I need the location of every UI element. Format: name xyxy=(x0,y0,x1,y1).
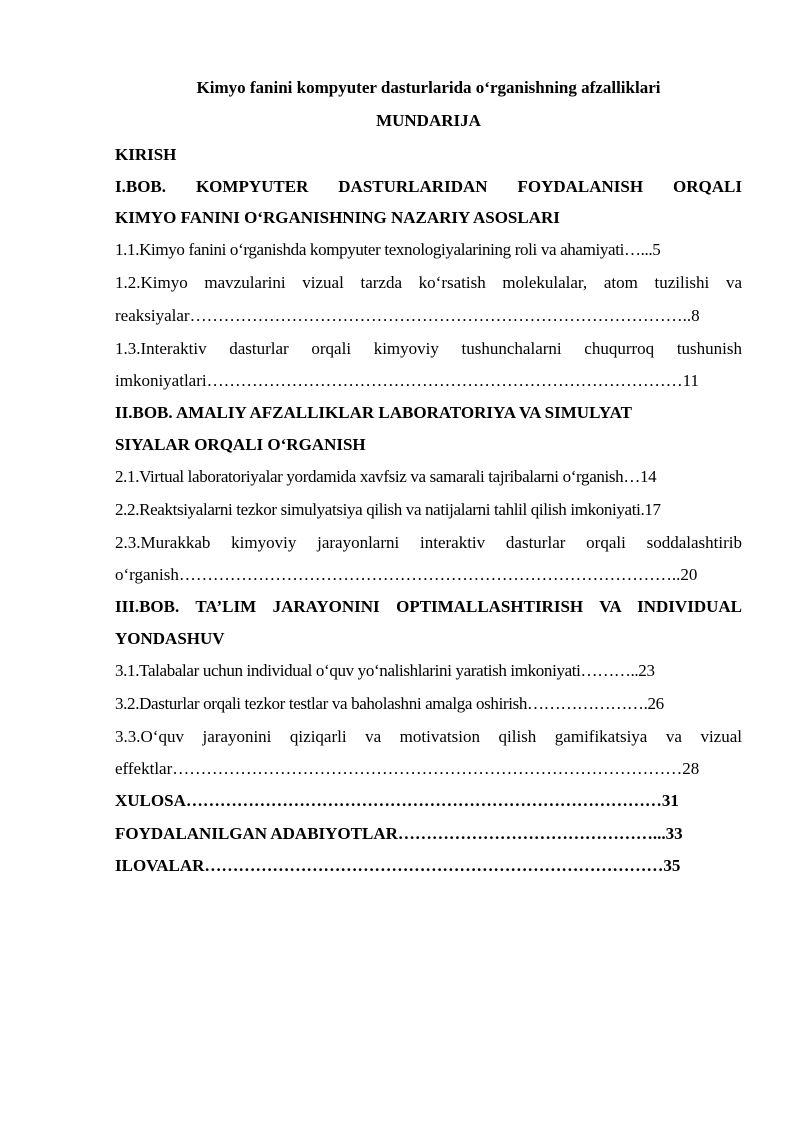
toc-entry-3-1: 3.1.Talabalar uchun individual o‘quv yo‘nalishlarini yaratish imkoniyati………..23 xyxy=(115,661,655,680)
document-title: Kimyo fanini kompyuter dasturlarida o‘rganishning afzalliklari xyxy=(196,78,661,97)
toc-chapter-2-line-2: SIYALAR ORQALI O‘RGANISH xyxy=(115,435,366,454)
toc-entry-intro: KIRISH xyxy=(115,145,177,164)
toc-chapter-3-line-2: YONDASHUV xyxy=(115,629,225,648)
toc-entry-2-3-line-1: 2.3.Murakkab kimyoviy jarayonlarni interaktiv dasturlar orqali soddalashtirib xyxy=(115,533,742,552)
toc-entry-1-3-line-2: imkoniyatlari…………………………………………………………………………11 xyxy=(115,371,699,390)
toc-heading: MUNDARIJA xyxy=(376,111,481,130)
toc-chapter-3-line-1: III.BOB. TA’LIM JARAYONINI OPTIMALLASHTIRISH VA INDIVIDUAL xyxy=(115,597,742,616)
toc-entry-2-3-line-2: o‘rganish……………………………………………………………………………..20 xyxy=(115,565,698,584)
toc-entry-2-1: 2.1.Virtual laboratoriyalar yordamida xavfsiz va samarali tajribalarni o‘rganish…14 xyxy=(115,467,657,486)
toc-chapter-2-line-1: II.BOB. AMALIY AFZALLIKLAR LABORATORIYA VA SIMULYAT xyxy=(115,403,632,422)
toc-entry-1-3-line-1: 1.3.Interaktiv dasturlar orqali kimyoviy tushunchalarni chuqurroq tushunish xyxy=(115,339,742,358)
toc-entry-references: FOYDALANILGAN ADABIYOTLAR………………………………………...33 xyxy=(115,824,683,843)
toc-entry-1-1: 1.1.Kimyo fanini o‘rganishda kompyuter texnologiyalarining roli va ahamiyati…...5 xyxy=(115,240,661,259)
toc-entry-appendix: ILOVALAR………………………………………………………………………35 xyxy=(115,856,681,875)
toc-entry-3-3-line-2: effektlar………………………………………………………………………………28 xyxy=(115,759,700,778)
toc-entry-conclusion: XULOSA…………………………………………………………………………31 xyxy=(115,791,679,810)
toc-entry-1-2-line-2: reaksiyalar……………………………………………………………………………..8 xyxy=(115,306,700,325)
toc-entry-3-2: 3.2.Dasturlar orqali tezkor testlar va baholashni amalga oshirish………………….26 xyxy=(115,694,664,713)
toc-chapter-1-line-2: KIMYO FANINI O‘RGANISHNING NAZARIY ASOSLARI xyxy=(115,208,560,227)
toc-entry-2-2: 2.2.Reaktsiyalarni tezkor simulyatsiya qilish va natijalarni tahlil qilish imkoniyati.17 xyxy=(115,500,661,519)
toc-chapter-1-line-1: I.BOB. KOMPYUTER DASTURLARIDAN FOYDALANISH ORQALI xyxy=(115,177,742,196)
toc-entry-3-3-line-1: 3.3.O‘quv jarayonini qiziqarli va motivatsion qilish gamifikatsiya va vizual xyxy=(115,727,742,746)
toc-entry-1-2-line-1: 1.2.Kimyo mavzularini vizual tarzda ko‘rsatish molekulalar, atom tuzilishi va xyxy=(115,273,742,292)
